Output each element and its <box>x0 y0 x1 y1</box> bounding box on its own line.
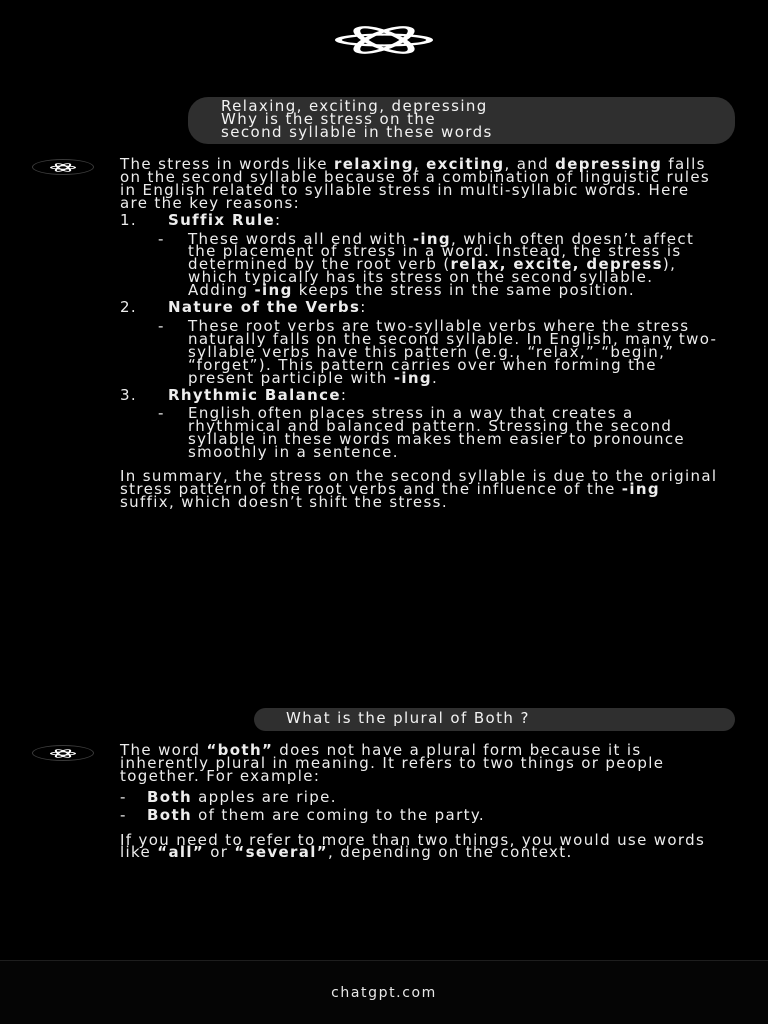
bullet-marker: - <box>120 787 127 806</box>
user-message-bubble <box>254 708 735 731</box>
assistant-message <box>120 741 720 862</box>
section-heading: 3. Rhythmic Balance: <box>120 385 348 404</box>
section-heading: 1. Suffix Rule: <box>120 210 282 229</box>
bullet-text: English often places stress in a way that creates a rhythmical and balanced pattern. Stressing the second syllable in these words makes them easier to pronounce smoothly in a sentence. <box>188 404 685 462</box>
openai-logo-icon <box>48 748 78 759</box>
assistant-message <box>120 155 720 511</box>
summary-paragraph: In summary, the stress on the second syllable is due to the original stress pattern of the root verbs and the influence of the -ing suffix, which doesn’t shift the stress. <box>120 467 718 511</box>
list-item <box>120 787 720 806</box>
intro-paragraph: The word “both” does not have a plural form because it is inherently plural in meaning. It refers to two things or people together. For example: <box>120 741 665 785</box>
bullet-text: These root verbs are two-syllable verbs where the stress naturally falls on the second syllable. In English, many two-syllable verbs have this pattern (e.g., “relax,” “begin,” “forget”). This pattern carries over when forming the present participle with -ing. <box>188 316 718 387</box>
section-heading: 2. Nature of the Verbs: <box>120 298 367 317</box>
openai-logo-icon <box>327 22 441 58</box>
bullet-marker: - <box>120 805 127 824</box>
list-item <box>120 404 720 462</box>
footer-url[interactable]: chatgpt.com <box>331 985 437 1001</box>
list-item <box>120 316 720 387</box>
footer-bar <box>0 960 768 1024</box>
bullet-marker: - <box>158 316 165 335</box>
user-message-line: Why is the stress on the <box>221 110 436 128</box>
user-message-line: Relaxing, exciting, depressing <box>221 97 488 115</box>
intro-paragraph: The stress in words like relaxing, exciting, and depressing falls on the second syllable because of a combination of linguistic rules in English related to syllable stress in multi-syllabic words. Here are the key reasons: <box>120 155 711 212</box>
section-title: Suffix Rule <box>168 210 275 229</box>
section-number: 3. <box>120 385 138 404</box>
section-number: 2. <box>120 298 138 317</box>
user-message-bubble <box>188 97 735 144</box>
closing-paragraph: If you need to refer to more than two things, you would use words like “all” or “several”, depending on the context. <box>120 830 706 862</box>
bullet-text: Both of them are coming to the party. <box>147 805 486 824</box>
section-title: Nature of the Verbs <box>168 298 361 317</box>
openai-logo-icon <box>48 162 78 173</box>
list-item <box>120 805 720 824</box>
section-title: Rhythmic Balance <box>168 385 341 404</box>
bullet-marker: - <box>158 229 165 248</box>
assistant-avatar <box>32 159 94 175</box>
bullet-marker: - <box>158 404 165 423</box>
user-message-line: second syllable in these words <box>221 123 493 141</box>
user-message-line: What is the plural of Both ? <box>286 709 530 727</box>
section-number: 1. <box>120 210 138 229</box>
bullet-text: Both apples are ripe. <box>147 787 337 806</box>
assistant-avatar <box>32 745 94 761</box>
bullet-text: These words all end with -ing, which often doesn’t affect the placement of stress in a word. Instead, the stress is determined by the root verb (relax, excite, depress), which typically has its stress on the second syllable. Adding -ing keeps the stress in the same position. <box>188 229 695 300</box>
list-item <box>120 229 720 300</box>
